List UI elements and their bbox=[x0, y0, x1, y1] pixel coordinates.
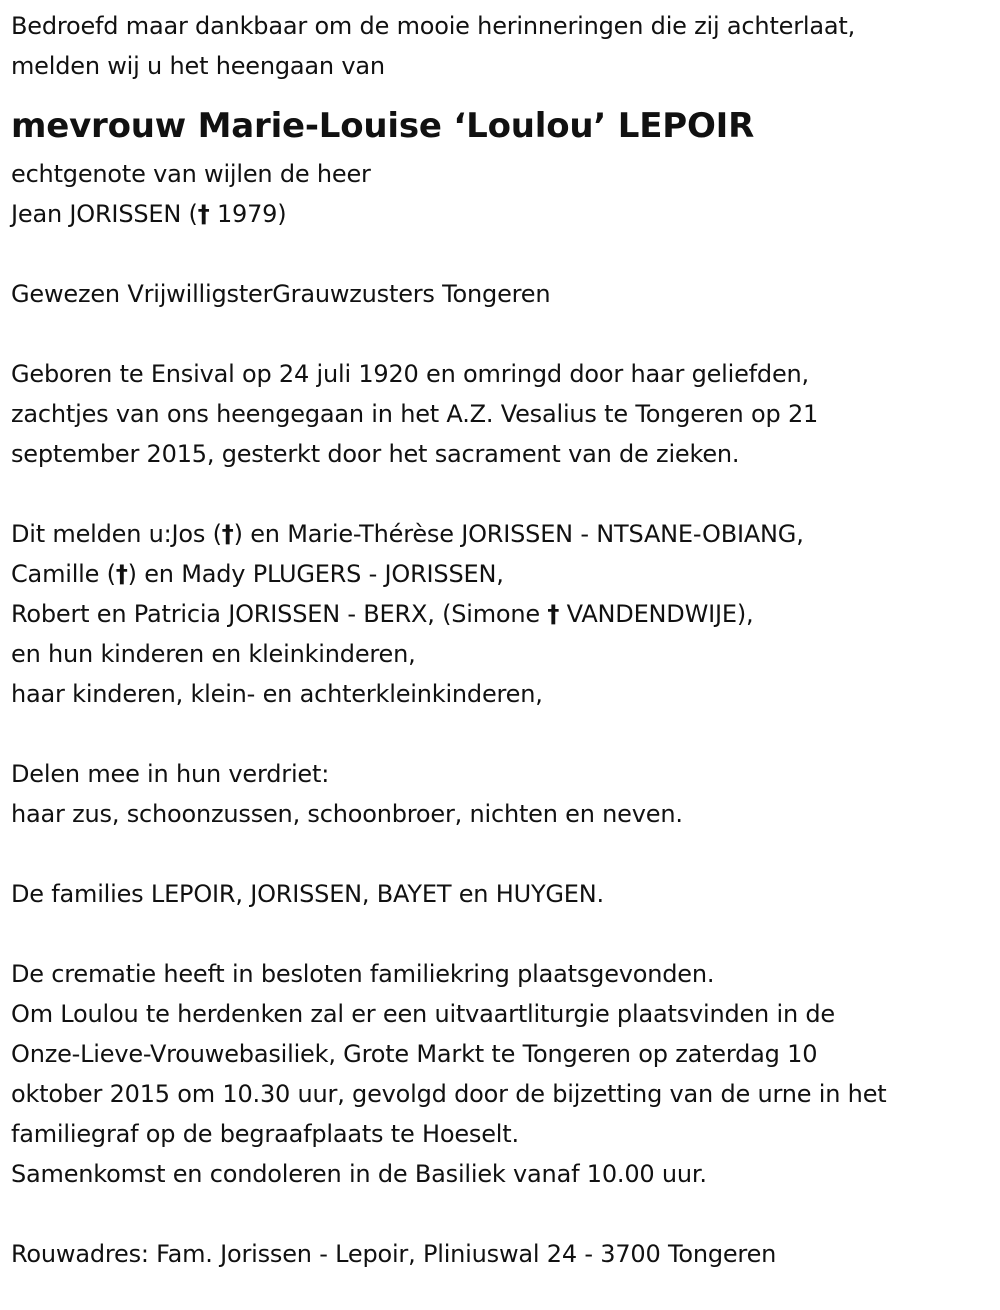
spacer bbox=[11, 474, 990, 514]
spacer bbox=[11, 314, 990, 354]
spacer bbox=[11, 914, 990, 954]
family-line bbox=[11, 594, 990, 634]
address-line: Rouwadres: Fam. Jorissen - Lepoir, Pliniuswal 24 - 3700 Tongeren bbox=[11, 1240, 777, 1268]
birth-death-line: september 2015, gesterkt door het sacrament van de zieken. bbox=[11, 440, 740, 468]
cross-icon: † bbox=[221, 520, 234, 548]
ceremony-line: Om Loulou te herdenken zal er een uitvaartliturgie plaatsvinden in de bbox=[11, 1000, 835, 1028]
family-line: haar kinderen, klein- en achterkleinkinderen, bbox=[11, 680, 543, 708]
spacer bbox=[11, 234, 990, 274]
ceremony-line: Onze-Lieve-Vrouwebasiliek, Grote Markt te Tongeren op zaterdag 10 bbox=[11, 1040, 818, 1068]
occupation-line: Gewezen VrijwilligsterGrauwzusters Tongeren bbox=[11, 280, 551, 308]
cross-icon: † bbox=[115, 560, 128, 588]
cross-icon: † bbox=[547, 600, 560, 628]
spouse-line: echtgenote van wijlen de heer bbox=[11, 160, 371, 188]
cross-icon: † bbox=[197, 200, 210, 228]
spouse-year: 1979) bbox=[209, 200, 287, 228]
family-text: VANDENDWIJE), bbox=[559, 600, 754, 628]
spacer bbox=[11, 714, 990, 754]
family-line bbox=[11, 514, 990, 554]
spouse-text: Jean JORISSEN ( bbox=[11, 200, 198, 228]
family-line bbox=[11, 554, 990, 594]
families-line: De families LEPOIR, JORISSEN, BAYET en HUYGEN. bbox=[11, 880, 604, 908]
intro-line: Bedroefd maar dankbaar om de mooie herinneringen die zij achterlaat, bbox=[11, 12, 856, 40]
ceremony-line: De crematie heeft in besloten familiekring plaatsgevonden. bbox=[11, 960, 715, 988]
spacer bbox=[11, 86, 990, 106]
birth-death-line: Geboren te Ensival op 24 juli 1920 en omringd door haar geliefden, bbox=[11, 360, 809, 388]
birth-death-line: zachtjes van ons heengegaan in het A.Z. Vesalius te Tongeren op 21 bbox=[11, 400, 819, 428]
family-line: en hun kinderen en kleinkinderen, bbox=[11, 640, 416, 668]
family-text: ) en Mady PLUGERS - JORISSEN, bbox=[127, 560, 504, 588]
spacer bbox=[11, 1194, 990, 1234]
ceremony-line: oktober 2015 om 10.30 uur, gevolgd door de bijzetting van de urne in het bbox=[11, 1080, 887, 1108]
grief-line: haar zus, schoonzussen, schoonbroer, nichten en neven. bbox=[11, 800, 683, 828]
intro-line: melden wij u het heengaan van bbox=[11, 52, 385, 80]
grief-line: Delen mee in hun verdriet: bbox=[11, 760, 330, 788]
family-text: Dit melden u:Jos ( bbox=[11, 520, 222, 548]
deceased-name: mevrouw Marie-Louise ‘Loulou’ LEPOIR bbox=[11, 106, 755, 146]
spacer bbox=[11, 834, 990, 874]
spouse-line bbox=[11, 194, 990, 234]
ceremony-line: Samenkomst en condoleren in de Basiliek vanaf 10.00 uur. bbox=[11, 1160, 707, 1188]
ceremony-line: familiegraf op de begraafplaats te Hoeselt. bbox=[11, 1120, 519, 1148]
family-text: ) en Marie-Thérèse JORISSEN - NTSANE-OBIANG, bbox=[233, 520, 804, 548]
family-text: Camille ( bbox=[11, 560, 116, 588]
family-text: Robert en Patricia JORISSEN - BERX, (Simone bbox=[11, 600, 548, 628]
